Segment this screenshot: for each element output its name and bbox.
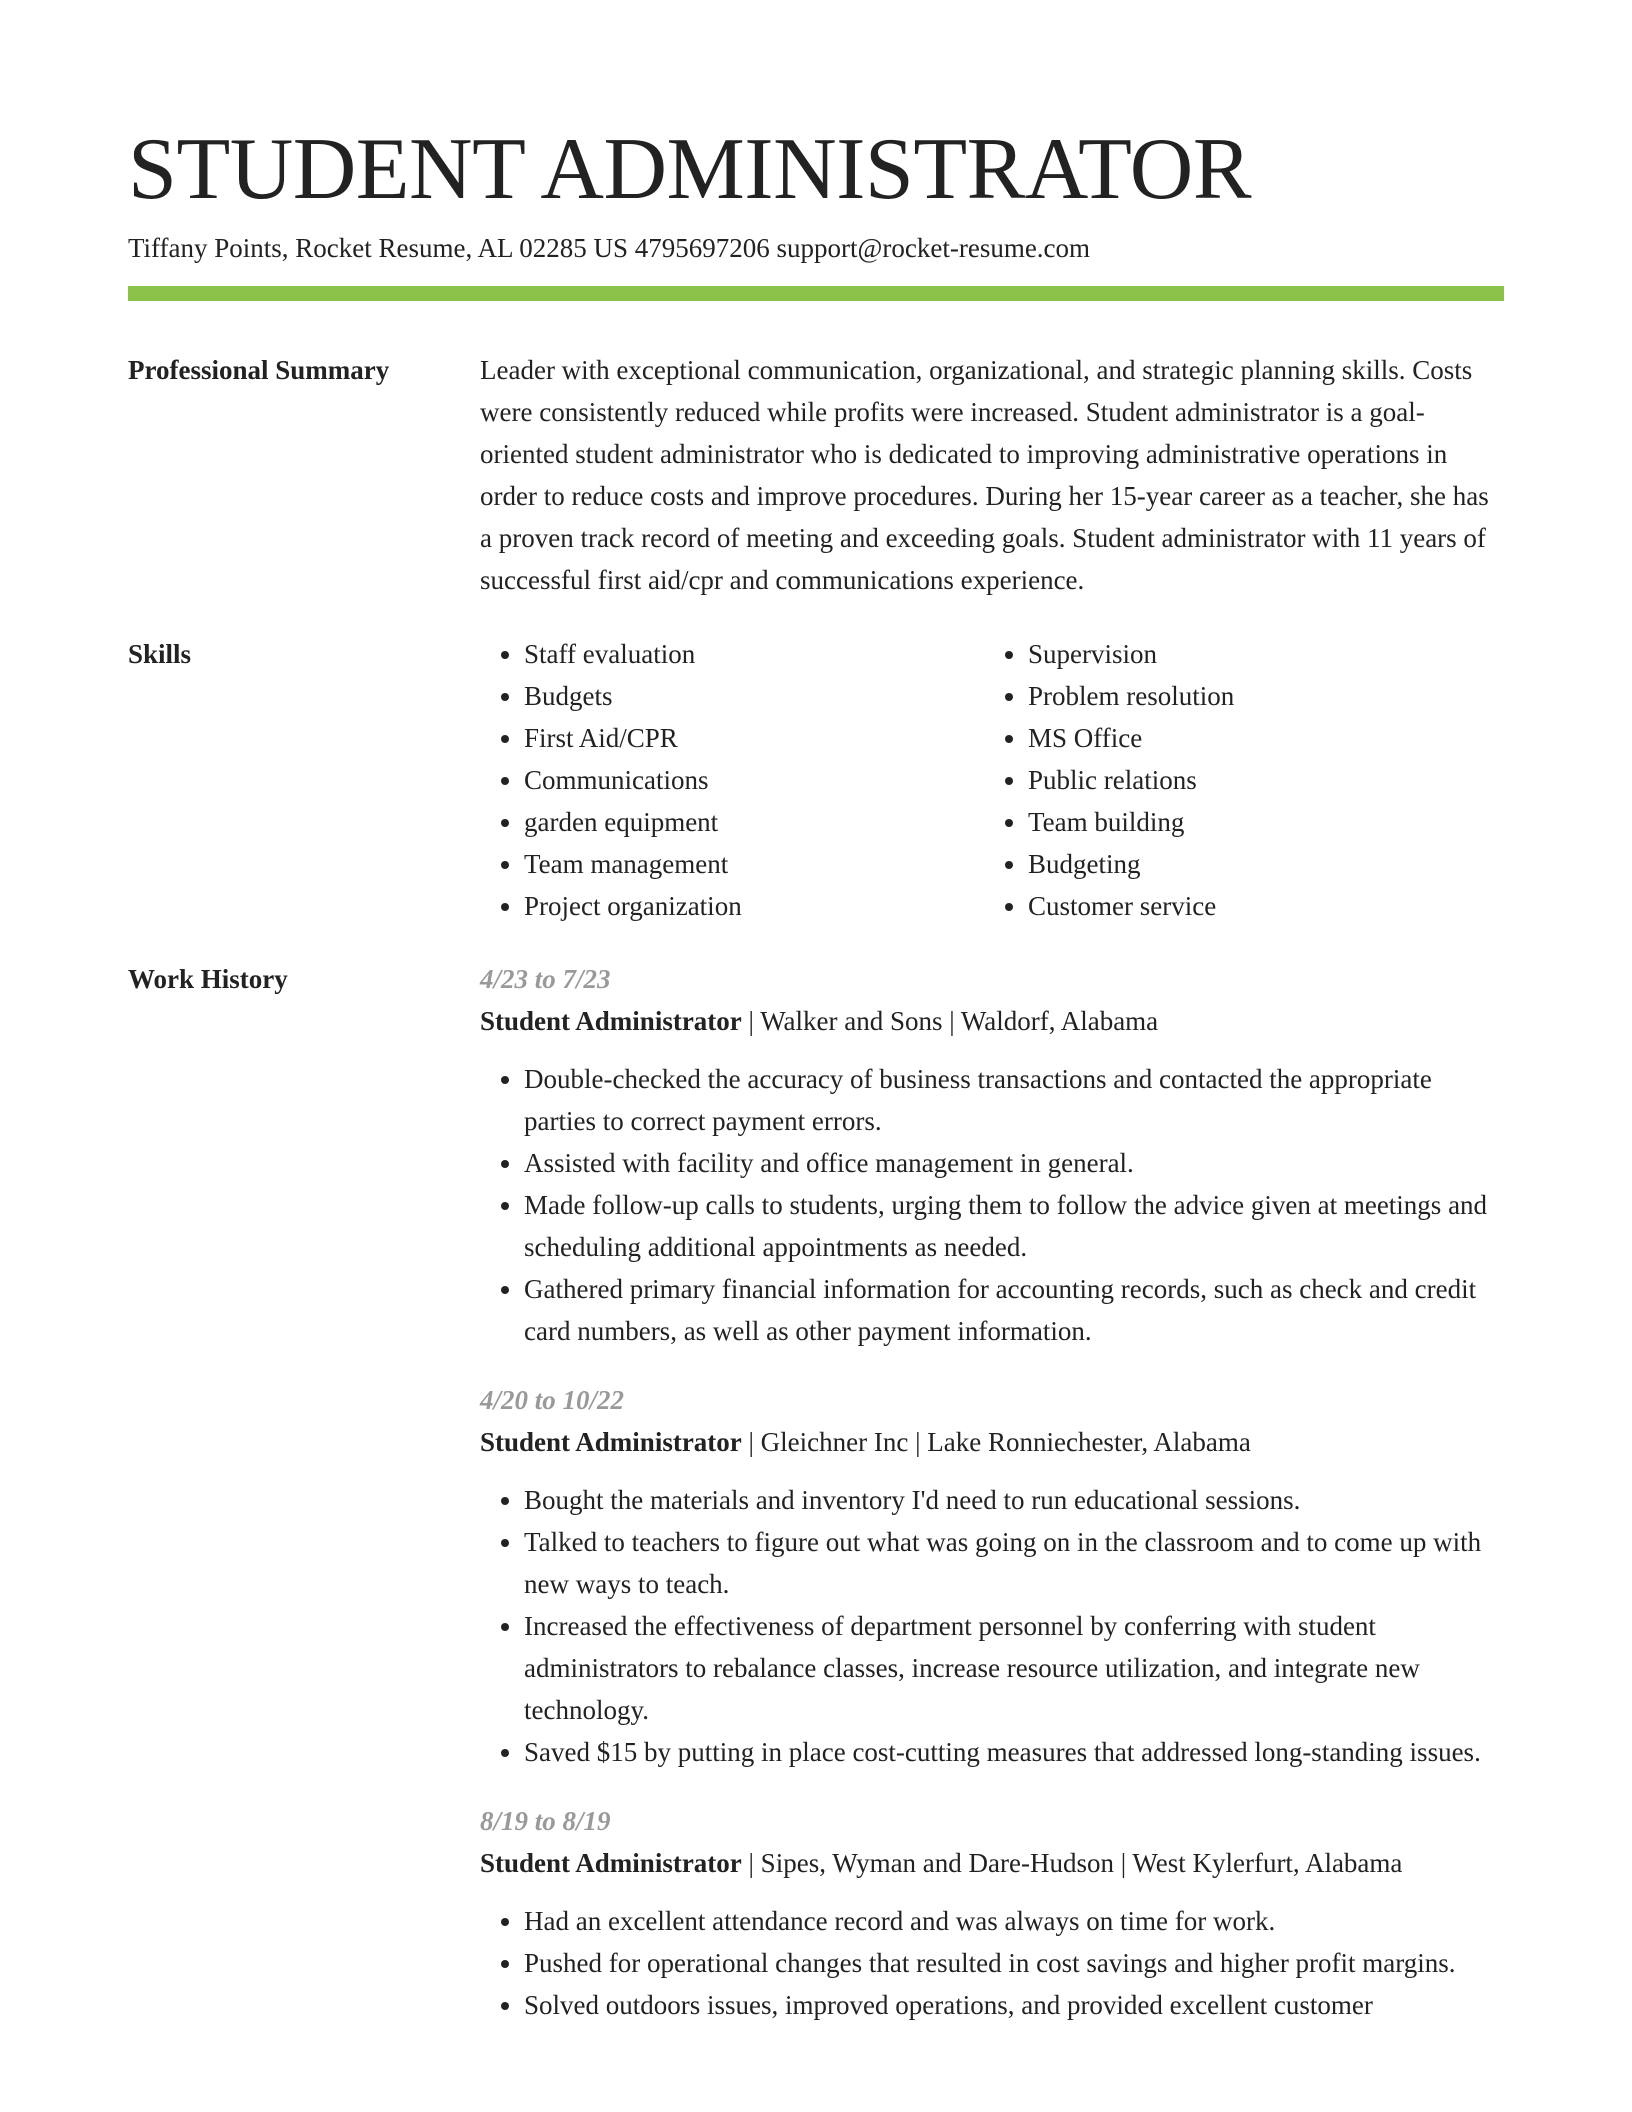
job-dates: 4/20 to 10/22 [480, 1385, 625, 1415]
job-bullet: • Talked to teachers to figure out what was going on in the classroom and to come up with new ways to teach. [524, 1521, 1504, 1605]
skill-item: • Team management [524, 843, 984, 885]
contact-line: Tiffany Points, Rocket Resume, AL 02285 US 4795697206 support@rocket-resume.com [128, 233, 1091, 263]
job-details: | Gleichner Inc | Lake Ronniechester, Alabama [741, 1427, 1251, 1457]
job-bullet: • Saved $15 by putting in place cost-cutting measures that addressed long-standing issues. [524, 1731, 1504, 1773]
job-title: Student Administrator [480, 1427, 742, 1457]
job-bullet: • Made follow-up calls to students, urging them to follow the advice given at meetings and scheduling additional appointments as needed. [524, 1184, 1504, 1268]
resume-name: STUDENT ADMINISTRATOR [128, 121, 1252, 218]
skill-item: • Communications [524, 759, 984, 801]
summary-text: Leader with exceptional communication, organizational, and strategic planning skills. Costs were consistently reduced while profits were increased. Student administrator is a goal-oriented student administrator who is dedicated to improving administrative operations in order to reduce costs and improve procedures. During her 15-year career as a teacher, she has a proven track record of meeting and exceeding goals. Student administrator with 11 years of successful first aid/cpr and communications experience. [480, 355, 1489, 595]
job-bullet: • Assisted with facility and office management in general. [524, 1142, 1504, 1184]
job-bullet-list [480, 1479, 1504, 1773]
job-bullet: • Pushed for operational changes that resulted in cost savings and higher profit margins. [524, 1942, 1504, 1984]
job-bullet-list [480, 1900, 1504, 2026]
skill-item: • Customer service [1028, 885, 1488, 927]
job-dates: 4/23 to 7/23 [480, 964, 611, 994]
job-bullet: • Double-checked the accuracy of business transactions and contacted the appropriate parties to correct payment errors. [524, 1058, 1504, 1142]
skills-list-left [480, 633, 984, 927]
skills-list-right [984, 633, 1488, 927]
skill-item: • Staff evaluation [524, 633, 984, 675]
skill-item: • Budgets [524, 675, 984, 717]
job-heading [480, 1000, 1504, 1042]
skill-item: • Budgeting [1028, 843, 1488, 885]
skill-item: • MS Office [1028, 717, 1488, 759]
skill-item: • Project organization [524, 885, 984, 927]
job-bullet: • Increased the effectiveness of department personnel by conferring with student administrators to rebalance classes, increase resource utilization, and integrate new technology. [524, 1605, 1504, 1731]
job-bullet: • Solved outdoors issues, improved operations, and provided excellent customer [524, 1984, 1504, 2026]
skill-item: • garden equipment [524, 801, 984, 843]
job-heading [480, 1842, 1504, 1884]
job-dates: 8/19 to 8/19 [480, 1806, 611, 1836]
job-title: Student Administrator [480, 1006, 742, 1036]
job-details: | Sipes, Wyman and Dare-Hudson | West Kylerfurt, Alabama [741, 1848, 1403, 1878]
job-heading [480, 1421, 1504, 1463]
work-history-heading: Work History [128, 964, 288, 994]
job-entry [480, 958, 1504, 1352]
job-entry [480, 1800, 1504, 2026]
summary-heading: Professional Summary [128, 355, 390, 385]
job-details: | Walker and Sons | Waldorf, Alabama [741, 1006, 1159, 1036]
job-bullet: • Had an excellent attendance record and was always on time for work. [524, 1900, 1504, 1942]
skills-heading: Skills [128, 639, 192, 669]
job-bullet-list [480, 1058, 1504, 1352]
job-title: Student Administrator [480, 1848, 742, 1878]
skill-item: • Public relations [1028, 759, 1488, 801]
job-entry [480, 1379, 1504, 1773]
skill-item: • Supervision [1028, 633, 1488, 675]
skill-item: • First Aid/CPR [524, 717, 984, 759]
job-bullet: • Bought the materials and inventory I'd need to run educational sessions. [524, 1479, 1504, 1521]
header-divider [128, 286, 1504, 301]
skill-item: • Team building [1028, 801, 1488, 843]
job-bullet: • Gathered primary financial information for accounting records, such as check and credit card numbers, as well as other payment information. [524, 1268, 1504, 1352]
skill-item: • Problem resolution [1028, 675, 1488, 717]
